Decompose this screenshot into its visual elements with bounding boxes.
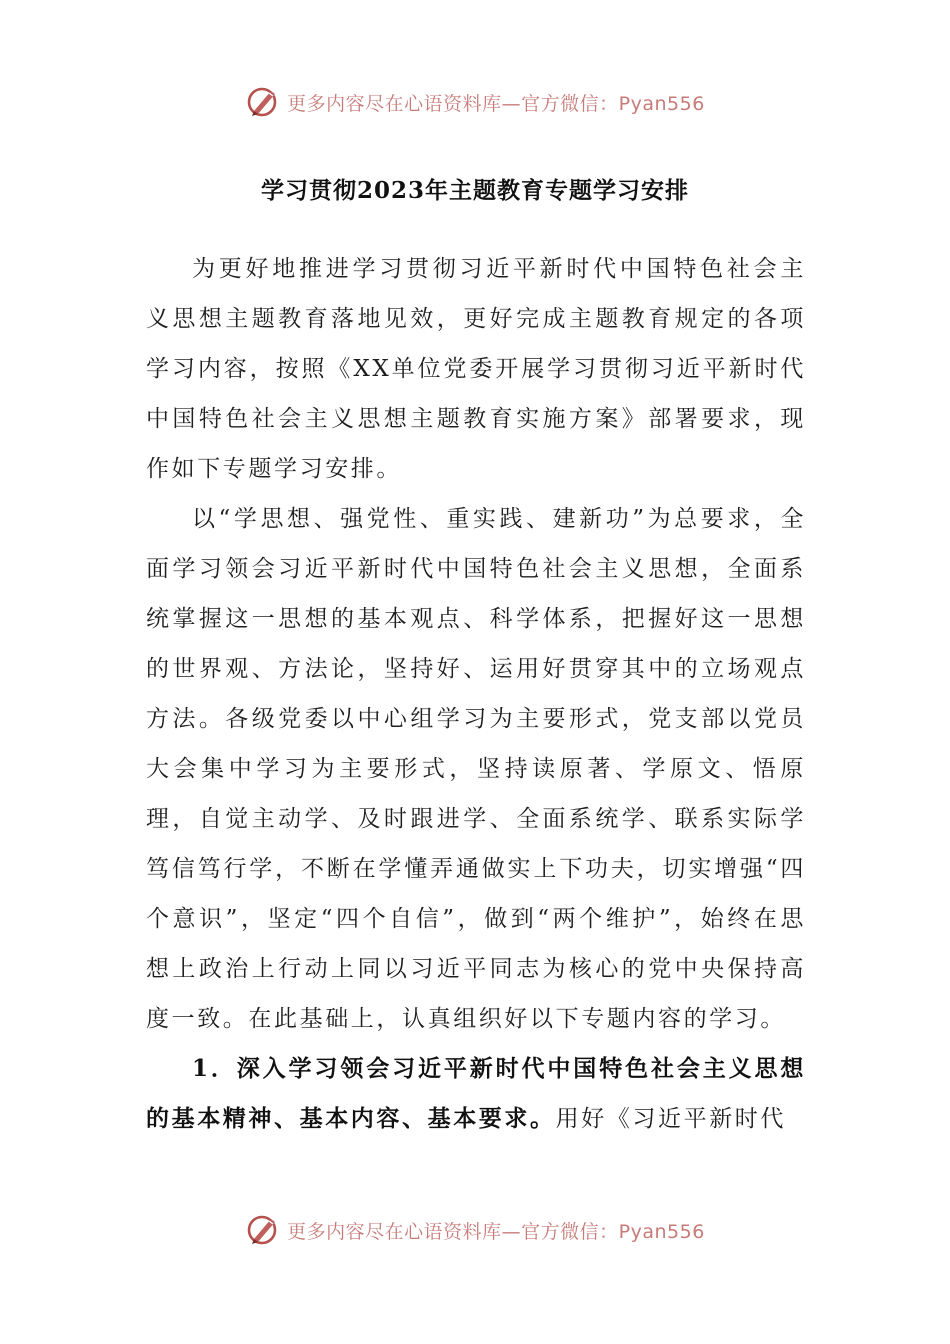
watermark-header — [0, 80, 950, 124]
paragraph-requirements: 以“学思想、强党性、重实践、建新功”为总要求，全面学习领会习近平新时代中国特色社会主义思想，全面系统掌握这一思想的基本观点、科学体系，把握好这一思想的世界观、方法论，坚持好、运用好贯穿其中的立场观点方法。各级党委以中心组学习为主要形式，党支部以党员大会集中学习为主要形式，坚持读原著、学原文、悟原理，自觉主动学、及时跟进学、全面系统学、联系实际学笃信笃行学，不断在学懂弄通做实上下功夫，切实增强“四个意识”，坚定“四个自信”，做到“两个维护”，始终在思想上政治上行动上同以习近平同志为核心的党中央保持高度一致。在此基础上，认真组织好以下专题内容的学习。 — [146, 506, 806, 1032]
pen-logo-icon — [245, 1212, 281, 1248]
watermark-text: 更多内容尽在心语资料库—官方微信：Pyan556 — [287, 92, 705, 115]
section-1-text: 用好《习近平新时代 — [555, 1106, 787, 1132]
section-1-heading: 1．深入学习领会习近平新时代中国特色社会主义思想的基本精神、基本内容、基本要求。 — [146, 1055, 806, 1132]
paragraph-intro: 为更好地推进学习贯彻习近平新时代中国特色社会主义思想主题教育落地见效，更好完成主题教育规定的各项学习内容，按照《XX单位党委开展学习贯彻习近平新时代中国特色社会主义思想主题教育实施方案》部署要求，现作如下专题学习安排。 — [146, 256, 806, 482]
section-1-paragraph — [146, 1044, 806, 1144]
watermark-text: 更多内容尽在心语资料库—官方微信：Pyan556 — [287, 1220, 705, 1243]
document-title: 学习贯彻2023年主题教育专题学习安排 — [260, 177, 689, 204]
document-body — [146, 244, 806, 1144]
watermark-footer — [0, 1208, 950, 1252]
pen-logo-icon — [245, 84, 281, 120]
